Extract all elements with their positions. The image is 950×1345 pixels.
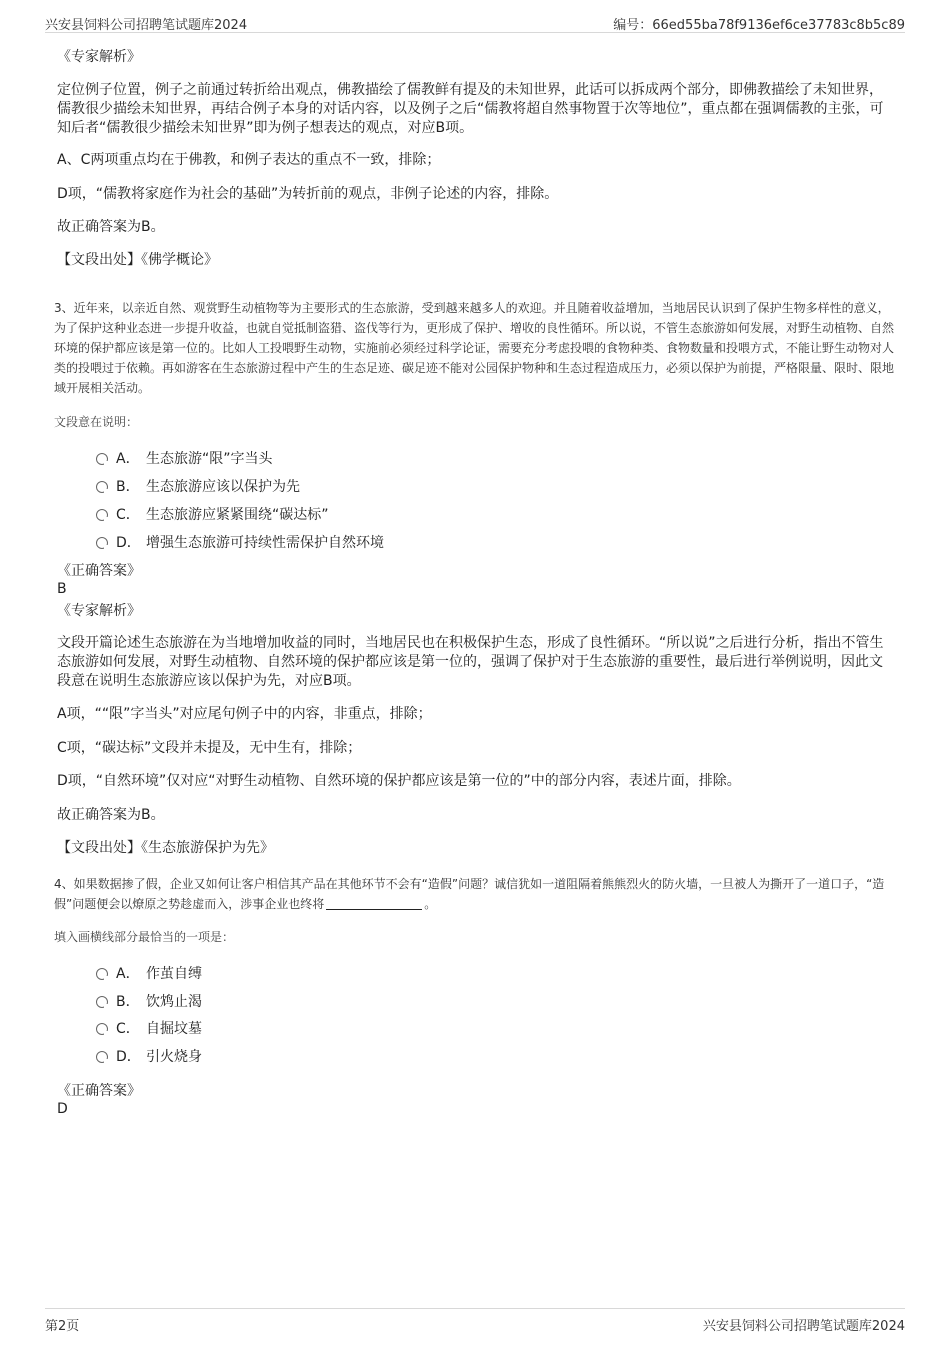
- question-3-prompt: 文段意在说明：: [54, 415, 139, 429]
- option-text: 作茧自缚: [146, 966, 202, 982]
- page-header: [45, 12, 905, 33]
- question-3-option-b[interactable]: B． 生态旅游应该以保护为先: [96, 476, 300, 498]
- question-4-option-b[interactable]: B． 饮鸩止渴: [96, 991, 202, 1013]
- expert-analysis-text: 文段开篇论述生态旅游在为当地增加收益的同时，当地居民也在积极保护生态，形成了良性循环。“所以说”之后进行分析，指出不管生态旅游如何发展，对野生动植物、自然环境的保护都应该是第一位的，强调了保护对于生态旅游的重要性，最后进行举例说明，因此文段意在说明生态旅游应该以保护为先，对应B项。: [57, 635, 884, 689]
- option-text: 增强生态旅游可持续性需保护自然环境: [146, 535, 384, 551]
- radio-icon[interactable]: [96, 537, 108, 549]
- expert-analysis-label: 《专家解析》: [57, 603, 141, 619]
- expert-analysis-label: 《专家解析》: [57, 49, 141, 65]
- correct-answer-label: 《正确答案》: [57, 563, 141, 579]
- analysis-option-d: D项，“儒教将家庭作为社会的基础”为转折前的观点，非例子论述的内容，排除。: [57, 186, 559, 202]
- question-4-option-d[interactable]: D． 引火烧身: [96, 1046, 202, 1068]
- radio-icon[interactable]: [96, 509, 108, 521]
- question-3-stem: 3、近年来，以亲近自然、观赏野生动植物等为主要形式的生态旅游，受到越来越多人的欢迎。并且随着收益增加，当地居民认识到了保护生物多样性的意义，为了保护这种业态进一步提升收益，也就自觉抵制盗猎、盗伐等行为，更形成了保护、增收的良性循环。所以说，不管生态旅游如何发展，对野生动植物、自然环境的保护都应该是第一位的。比如人工投喂野生动物，实施前必须经过科学论证，需要充分考虑投喂的食物种类、食物数量和投喂方式，不能让野生动物对人类的投喂过于依赖。再如游客在生态旅游过程中产生的生态足迹、碳足迹不能对公园保护物种和生态过程造成压力，必须以保护为前提，严格限量、限时、限地域开展相关活动。: [54, 301, 895, 395]
- source-citation: 【文段出处】《生态旅游保护为先》: [57, 840, 274, 856]
- radio-icon[interactable]: [96, 1023, 108, 1035]
- analysis-option-ac: A、C两项重点均在于佛教，和例子表达的重点不一致，排除；: [57, 152, 441, 168]
- analysis-option-c: C项，“碳达标”文段并未提及，无中生有，排除；: [57, 740, 362, 756]
- radio-icon[interactable]: [96, 968, 108, 980]
- question-3-option-d[interactable]: D． 增强生态旅游可持续性需保护自然环境: [96, 532, 384, 554]
- radio-icon[interactable]: [96, 453, 108, 465]
- question-3-option-c[interactable]: C． 生态旅游应紧紧围绕“碳达标”: [96, 504, 329, 526]
- page-footer: [45, 1308, 905, 1335]
- correct-answer-label: 《正确答案》: [57, 1083, 141, 1099]
- option-text: 生态旅游应该以保护为先: [146, 479, 300, 495]
- correct-answer-value: D: [57, 1101, 68, 1117]
- option-text: 自掘坟墓: [146, 1021, 202, 1037]
- analysis-option-d: D项，“自然环境”仅对应“对野生动植物、自然环境的保护都应该是第一位的”中的部分内容，表述片面，排除。: [57, 773, 741, 789]
- source-citation: 【文段出处】《佛学概论》: [57, 252, 218, 268]
- fill-in-blank: [326, 897, 422, 910]
- radio-icon[interactable]: [96, 996, 108, 1008]
- page-number: 第2页: [45, 1319, 80, 1334]
- header-title: 兴安县饲料公司招聘笔试题库2024: [45, 18, 248, 33]
- expert-analysis-text: 定位例子位置，例子之前通过转折给出观点，佛教描绘了儒教鲜有提及的未知世界，此话可以拆成两个部分，即佛教描绘了未知世界，儒教很少描绘未知世界，再结合例子本身的对话内容，以及例子之后“儒教将超自然事物置于次等地位”，重点都在强调儒教的主张，可知后者“儒教很少描绘未知世界”即为例子想表达的观点，对应B项。: [57, 82, 884, 136]
- question-4-stem: 4、如果数据掺了假，企业又如何让客户相信其产品在其他环节不会有“造假”问题？诚信犹如一道阻隔着熊熊烈火的防火墙，一旦被人为撕开了一道口子，“造假”问题便会以燎原之势趁虚而入，涉事企业也终将 。: [54, 877, 885, 911]
- question-4-option-c[interactable]: C． 自掘坟墓: [96, 1018, 202, 1040]
- radio-icon[interactable]: [96, 481, 108, 493]
- header-doc-id: 编号：66ed55ba78f9136ef6ce37783c8b5c89: [613, 18, 905, 33]
- question-4-option-a[interactable]: A． 作茧自缚: [96, 963, 202, 985]
- question-4-prompt: 填入画横线部分最恰当的一项是：: [54, 930, 235, 944]
- option-text: 饮鸩止渴: [146, 994, 202, 1010]
- question-3-option-a[interactable]: A． 生态旅游“限”字当头: [96, 448, 273, 470]
- correct-answer-value: B: [57, 581, 67, 597]
- footer-title: 兴安县饲料公司招聘笔试题库2024: [702, 1319, 905, 1334]
- option-text: 生态旅游“限”字当头: [146, 451, 273, 467]
- analysis-option-a: A项，““限”字当头”对应尾句例子中的内容，非重点，排除；: [57, 706, 432, 722]
- option-text: 引火烧身: [146, 1049, 202, 1065]
- answer-conclusion: 故正确答案为B。: [57, 807, 165, 823]
- radio-icon[interactable]: [96, 1051, 108, 1063]
- option-text: 生态旅游应紧紧围绕“碳达标”: [146, 507, 329, 523]
- answer-conclusion: 故正确答案为B。: [57, 219, 165, 235]
